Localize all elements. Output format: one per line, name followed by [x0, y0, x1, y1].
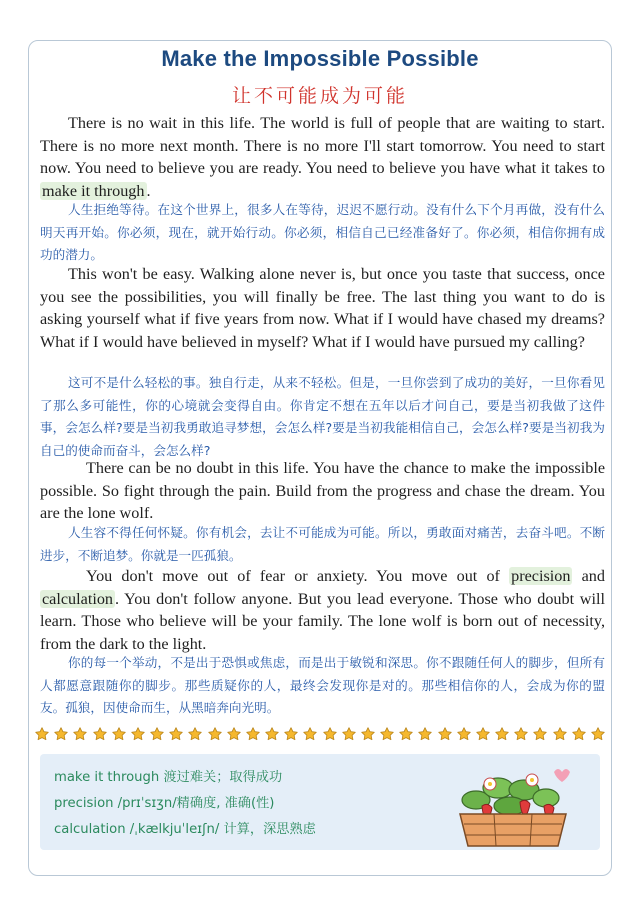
star-icon [149, 726, 165, 742]
star-icon [494, 726, 510, 742]
star-icon [111, 726, 127, 742]
star-icon [187, 726, 203, 742]
star-icon [360, 726, 376, 742]
star-icon [130, 726, 146, 742]
flower-planter-icon [454, 762, 572, 850]
vocabulary-box [40, 754, 600, 850]
star-icon [322, 726, 338, 742]
star-icon [456, 726, 472, 742]
star-icon [590, 726, 606, 742]
star-icon [341, 726, 357, 742]
star-icon [513, 726, 529, 742]
star-icon [92, 726, 108, 742]
paragraph-4-chinese: 你的每一个举动，不是出于恐惧或焦虑，而是出于敏锐和深思。你不跟随任何人的脚步，但所有人都愿意跟随你的脚步。那些质疑你的人，最终会发现你是对的。那些相信你的人，会成为你的盟友。孤狼，因使命而生，从黑暗奔向光明。 [40, 655, 605, 716]
paragraph-3-english: There can be no doubt in this life. You have the chance to make the impossible possible. So fight through the pain. Build from the progress and chase the dream. You are the lone wolf. [40, 459, 605, 523]
star-icon [226, 726, 242, 742]
highlight-make-it-through: make it through [42, 181, 145, 200]
star-icon [379, 726, 395, 742]
paragraph-2-english: This won't be easy. Walking alone never is, but once you taste that success, once you see the possibilities, you will finally be free. The last thing you want to do is asking yourself what if five years from now. What if I would have chased my dreams? What if I would have believed in myself? What if I would have pursued my calling? [40, 265, 605, 351]
vocab-item: calculation /ˌkælkjuˈleɪʃn/ 计算，深思熟虑 [54, 822, 316, 837]
star-icon [437, 726, 453, 742]
page-subtitle: 让不可能成为可能 [231, 85, 408, 107]
highlight-precision: precision [511, 567, 571, 585]
paragraph-3-chinese: 人生容不得任何怀疑。你有机会，去让不可能成为可能。所以，勇敢面对痛苦，去奋斗吧。不断进步，不断追梦。你就是一匹孤狼。 [40, 525, 605, 563]
star-icon [168, 726, 184, 742]
star-icon [72, 726, 88, 742]
paragraph-1-english: There is no wait in this life. The world is full of people that are waiting to start. There is no more next month. There is no more I'll start tomorrow. You need to start now. You need to believe you are ready. You need to believe you have what it takes to make it through . [40, 114, 605, 200]
star-icon [475, 726, 491, 742]
star-icon [283, 726, 299, 742]
star-icon [207, 726, 223, 742]
star-divider [34, 726, 606, 744]
star-icon [264, 726, 280, 742]
vocab-item: precision /prɪˈsɪʒn/精确度, 准确(性) [54, 796, 275, 811]
star-icon [34, 726, 50, 742]
vocab-item: make it through 渡过难关；取得成功 [54, 770, 283, 785]
star-icon [398, 726, 414, 742]
star-icon [245, 726, 261, 742]
star-icon [552, 726, 568, 742]
paragraph-1-chinese: 人生拒绝等待。在这个世界上，很多人在等待，迟迟不愿行动。没有什么下个月再做，没有什么明天再开始。你必须，现在，就开始行动。你必须，相信自己已经准备好了。你必须，相信你拥有成功的潜力。 [40, 202, 605, 263]
paragraph-4-english: You don't move out of fear or anxiety. You move out of precision and calculation . You don't follow anyone. But you lead everyone. Those who doubt will learn. Those who believe will be your family. The lone wolf is born out of necessity, from the dark to the light. [40, 567, 605, 653]
star-icon [53, 726, 69, 742]
star-icon [571, 726, 587, 742]
page-title: Make the Impossible Possible [161, 46, 479, 71]
highlight-calculation: calculation [42, 589, 114, 608]
star-icon [532, 726, 548, 742]
star-icon [417, 726, 433, 742]
star-icon [302, 726, 318, 742]
paragraph-2-chinese: 这可不是什么轻松的事。独自行走，从来不轻松。但是，一旦你尝到了成功的美好，一旦你看见了那么多可能性，你的心境就会变得自由。你肯定不想在五年以后才问自己，要是当初我做了这件事，会怎么样?要是当初我勇敢追寻梦想，会怎么样?要是当初我能相信自己，会怎么样?要是当初我为自己的使命而奋斗，会怎么样? [40, 375, 605, 458]
